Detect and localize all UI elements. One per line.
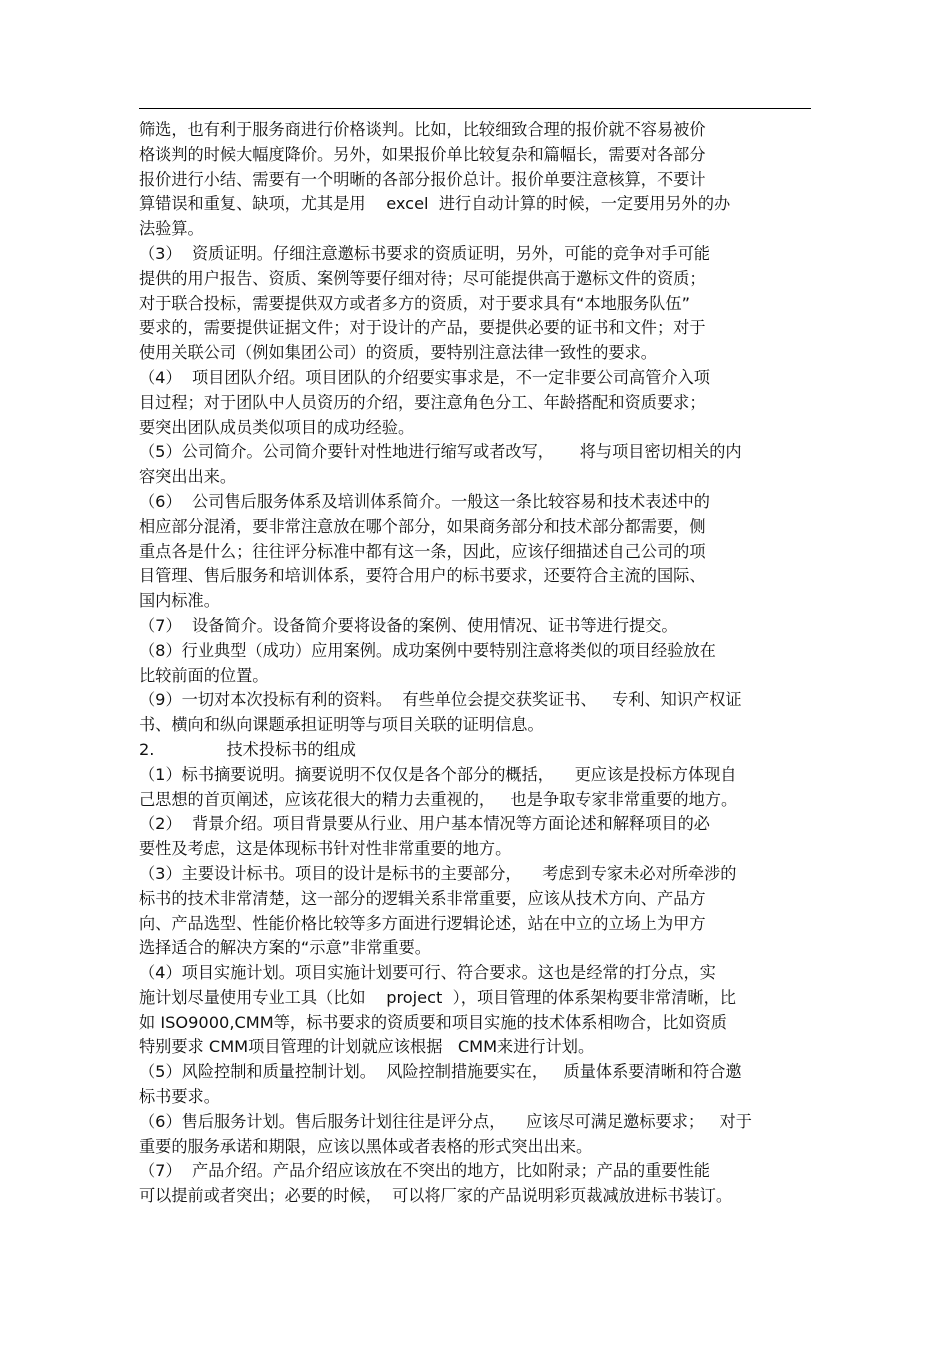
text-line: （8）行业典型（成功）应用案例。成功案例中要特别注意将类似的项目经验放在 [139,640,716,660]
text-line: 2. 技术投标书的组成 [139,739,356,759]
text-line: （5）公司简介。公司简介要针对性地进行缩写或者改写， 将与项目密切相关的内 [139,442,742,462]
text-line: 施计划尽量使用专业工具（比如 project ），项目管理的体系架构要非常清晰，比 [139,987,736,1007]
text-line: 选择适合的解决方案的“示意”非常重要。 [139,938,431,958]
text-line: 如 ISO9000,CMM等，标书要求的资质要和项目实施的技术体系相吻合，比如资质 [139,1012,727,1032]
text-line: （5）风险控制和质量控制计划。 风险控制措施要实在， 质量体系要清晰和符合邀 [139,1062,742,1082]
text-line: 国内标准。 [139,591,220,611]
text-line: 要突出团队成员类似项目的成功经验。 [139,417,415,437]
text-line: 报价进行小结、需要有一个明晰的各部分报价总计。报价单要注意核算，不要计 [139,169,706,189]
text-line: （9）一切对本次投标有利的资料。 有些单位会提交获奖证书、 专利、知识产权证 [139,690,742,710]
text-line: （3）主要设计标书。项目的设计是标书的主要部分， 考虑到专家未必对所牵涉的 [139,863,737,883]
text-line: 法验算。 [139,219,204,239]
text-line: 格谈判的时候大幅度降价。另外，如果报价单比较复杂和篇幅长，需要对各部分 [139,144,706,164]
text-line: 书、横向和纵向课题承担证明等与项目关联的证明信息。 [139,715,544,735]
text-line: （2） 背景介绍。项目背景要从行业、用户基本情况等方面论述和解释项目的必 [139,814,710,834]
text-line: 己思想的首页阐述，应该花很大的精力去重视的， 也是争取专家非常重要的地方。 [139,789,738,809]
text-line: 标书的技术非常清楚，这一部分的逻辑关系非常重要，应该从技术方向、产品方 [139,888,706,908]
header-rule [139,108,811,109]
text-line: （6） 公司售后服务体系及培训体系简介。一般这一条比较容易和技术表述中的 [139,491,710,511]
text-line: 算错误和重复、缺项，尤其是用 excel 进行自动计算的时候，一定要用另外的办 [139,194,731,214]
document-body [139,118,829,1209]
text-line: （1）标书摘要说明。摘要说明不仅仅是各个部分的概括， 更应该是投标方体现自 [139,764,737,784]
text-line: 要性及考虑，这是体现标书针对性非常重要的地方。 [139,839,512,859]
text-line: 提供的用户报告、资质、案例等要仔细对待；尽可能提供高于邀标文件的资质； [139,268,706,288]
text-line: 可以提前或者突出；必要的时候， 可以将厂家的产品说明彩页裁减放进标书装订。 [139,1186,733,1206]
text-line: 比较前面的位置。 [139,665,269,685]
text-line: （7） 设备简介。设备简介要将设备的案例、使用情况、证书等进行提交。 [139,615,678,635]
text-line: 特别要求 CMM项目管理的计划就应该根据 CMM来进行计划。 [139,1037,595,1057]
text-line: 标书要求。 [139,1087,220,1107]
text-line: 筛选，也有利于服务商进行价格谈判。比如，比较细致合理的报价就不容易被价 [139,120,706,139]
text-line: 使用关联公司（例如集团公司）的资质，要特别注意法律一致性的要求。 [139,343,657,363]
text-line: 要求的，需要提供证据文件；对于设计的产品，要提供必要的证书和文件；对于 [139,318,706,338]
text-line: 向、产品选型、性能价格比较等多方面进行逻辑论述，站在中立的立场上为甲方 [139,913,706,933]
text-line: 重点各是什么；往往评分标准中都有这一条，因此，应该仔细描述自己公司的项 [139,541,706,561]
text-line: 对于联合投标，需要提供双方或者多方的资质，对于要求具有“本地服务队伍” [139,293,690,313]
text-line: （3） 资质证明。仔细注意邀标书要求的资质证明，另外，可能的竞争对手可能 [139,243,710,263]
text-line: （7） 产品介绍。产品介绍应该放在不突出的地方，比如附录；产品的重要性能 [139,1161,710,1181]
text-line: 容突出出来。 [139,467,237,487]
text-line: （4） 项目团队介绍。项目团队的介绍要实事求是，不一定非要公司高管介入项 [139,367,710,387]
text-line: 目管理、售后服务和培训体系，要符合用户的标书要求，还要符合主流的国际、 [139,566,706,586]
text-line: （4）项目实施计划。项目实施计划要可行、符合要求。这也是经常的打分点，实 [139,963,716,983]
text-line: 重要的服务承诺和期限，应该以黑体或者表格的形式突出出来。 [139,1136,593,1156]
text-line: （6）售后服务计划。售后服务计划往往是评分点， 应该尽可满足邀标要求； 对于 [139,1111,752,1131]
text-line: 相应部分混淆，要非常注意放在哪个部分，如果商务部分和技术部分都需要，侧 [139,516,706,536]
text-line: 目过程；对于团队中人员资历的介绍，要注意角色分工、年龄搭配和资质要求； [139,392,706,412]
